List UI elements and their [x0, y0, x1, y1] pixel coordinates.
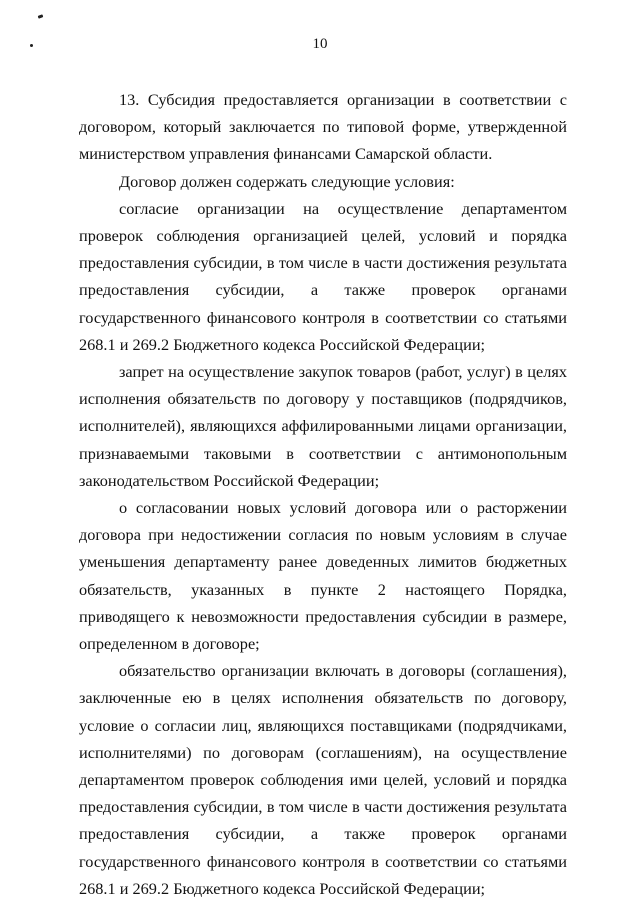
- paragraph-procurement-ban: запрет на осуществление закупок товаров (работ, услуг) в целях исполнения обязательств по договору у поставщиков (подрядчиков, исполнителей), являющихся аффилированными лицами организации, признаваемыми таковыми в соответствии с антимонопольным законодательством Российской Федерации;: [79, 362, 567, 490]
- document-body: [79, 86, 567, 902]
- paragraph-contract-amendment: о согласовании новых условий договора или о расторжении договора при недостижении согласия по новым условиям в случае уменьшения департаменту ранее доведенных лимитов бюджетных обязательств, указанных в пункте 2 настоящего Порядка, приводящего к невозможности предоставления субсидии в размере, определенном в договоре;: [79, 498, 567, 654]
- paragraph-subcontract-obligation: обязательство организации включать в договоры (соглашения), заключенные ею в целях исполнения обязательств по договору, условие о согласии лиц, являющихся поставщиками (подрядчиками, исполнителями) по договорам (соглашениям), на осуществление департаментом проверок соблюдения ими целей, условий и порядка предоставления субсидии, в том числе в части достижения результата предоставления субсидии, а также проверок органами государственного финансового контроля в соответствии со статьями 268.1 и 269.2 Бюджетного кодекса Российской Федерации;: [79, 661, 567, 898]
- paragraph-contract-conditions-intro: Договор должен содержать следующие условия:: [119, 171, 455, 191]
- paragraph-inspection-consent: согласие организации на осуществление департаментом проверок соблюдения организацией целей, условий и порядка предоставления субсидии, в том числе в части достижения результата предоставления субсидии, а также проверок органами государственного финансового контроля в соответствии со статьями 268.1 и 269.2 Бюджетного кодекса Российской Федерации;: [79, 198, 567, 354]
- scan-artifact-mark: [38, 14, 44, 19]
- paragraph-clause-13: 13. Субсидия предоставляется организации в соответствии с договором, который заключается по типовой форме, утвержденной министерством управления финансами Самарской области.: [79, 90, 567, 164]
- page-number: 10: [312, 36, 328, 52]
